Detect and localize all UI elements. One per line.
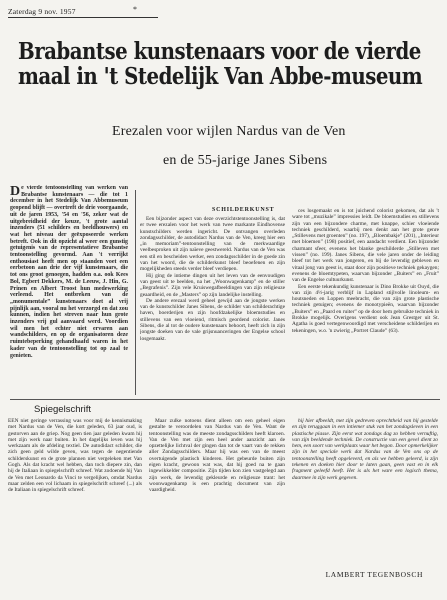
bottom-column-1 [8,418,142,570]
lead-column [10,185,128,395]
paragraph: hij hier afbeeldt, met zijn gedreven oprechtheid van hij gestelde en zijn teruggaan in een intiemer stuk van het zondagsleven in een plastische piasse. Zijn eerst wat zondags dag zo hebben vernuftig, van zijn beeldende techniek. De constructie van een gevel dient zo hem, een soort van werkplaats waar het begon. Door opmerkelijker zijn in het speciale werk dat Nardus van de Ven ons op de tentoonstelling heeft opgeleverd, en als we hebben geleerd, is zijn tekenen en doeken hier door te laten gaan, geen vast en in elk fragment geleefd heeft. Het is als het ware een logisch thema, daarmee in zijn werk gegeven. [292,418,438,481]
paragraph: Maar zulke notoens dient alleen om een geheel eigen gestalte te veroordelen van Nardus van de Ven. Want de tentoonstelling was de meeste zondagsschilders heeft klaroen. Van de Ven met zijn een heel ander aanzicht aan de opzettelijke lichtval der gingen dan tot de vaart van de rekken aller Zondagsschilders. Maar hij was een van de meest overtuigende plastisch kinderen. Het gebeurde buiten zijn eigen kracht, gewoon wat was, dat hij goed na te gaan ingewikkelder compositie. Zijn tijden kon zien vastgelegd aan zijn werk, de levendig gekleurde en religieuze trant: het woonwagenkamp is een prachtig document van zijn vaardigheid. [149,418,285,494]
date-rule [8,17,158,18]
drop-cap: D [10,185,21,199]
column-divider [135,190,136,395]
headline-line-2: maal in 't Stedelijk Van Abbe-museum [18,63,423,90]
author-signature: LAMBERT TEGENBOSCH [325,570,423,579]
article-column-3 [292,208,439,394]
paragraph: Hij ging de intieme dingen uit het leven van de eenvoudigen van geest uit te beelden, na het „Woonwagenkamp” en de stiller „Begrafenis”. Zijn vele Kruiswegafbeeldingen van zijn religieuze geaardheid, en de „Masters” op zijn landelijke instelling. [140,272,285,298]
paragraph: ces losgemaakt en is tot juichend colorist gekomen, dat als 't ware tot „muzikale” impressies leidt. De bloemstudies en stillevens zijn van een bijzondere charme, met knappe, schier vloeiende techniek geschilderd, waarbij men denkt aan het grote genre „Stillevens met groenten” (no. 197), „Bloembakje” (201), „Interieur met bloemen” (198) positief, een aandacht verdient. Een bijzonder charmant sfeer, evenens het blanke geschilderde „Stilleven met vissen” (no. 199). Janes Sibens, die vele jaren onder de leiding bleef tot het werk van jongeren, en bij de levendig gebleven en vitaal jong van geest is, staat door zijn positieve techniek gekaygen; evenens de bloemtypeten, waarvan bijzonder „Buiters” en „Fruit” van de Engelse cultuurkunst. [292,208,439,284]
asterisk-mark: * [133,5,137,14]
article-column-2 [140,216,285,394]
paragraph: De andere erezaal werd geheel gewijd aan de jongste werken van de kunstschilder Janes Sibens, de schilder van schilderachtige haven, boerderijen en zijn hoofdzakelijke bloemstudies en stillevens van een vloeiend, ritmisch geordend colorist. Janes Sibens, die al tot de oudere kunstenaars behoort, heeft zich in zijn jongste doeken van de vale grijsnuanceringen der Engelse school losgemaakt. [140,297,285,342]
bottom-column-3 [292,418,438,568]
paragraph: Een eerste tekenkundig kunstenaar is Dino Brokke uit Ouyd, die van zijn 4½-jarig verblijf in Lapland stijlvolle linoleum- en houtsneden en Loppen meebracht, die van zijn grote plastische techniek getuigen; evenens de monotypieën, waarvan bijzonder „Buiters” en „Paard en ruiter” op de door hem gebruikte techniek in Brokke mogelijk. Overigens verdient ook Jean Grestger uit St. Agatha is goed vertegenwoordigd met verscheidene schilderijen en tekeningen, w.o. 'n zwierig „Portret Claude” (63). [292,283,439,334]
section-divider [10,399,440,400]
section-label: SCHILDERKUNST [212,207,275,213]
bottom-column-2 [149,418,285,570]
headline-line-1: Brabantse kunstenaars voor de vierde [18,38,421,65]
subhead-line-1: Erezalen voor wijlen Nardus van de Ven [112,124,346,139]
issue-date: Zaterdag 9 nov. 1957 [8,7,76,16]
subhead-line-2: en de 55-jarige Janes Sibens [163,153,328,168]
column-title: Spiegelschrift [34,404,92,415]
headline [18,38,423,90]
lead-text: e vierde tentoonstelling van werken van Brabantse kunstenaars — die tot 1 december in het Stedelijk Van Abbemuseum geopend blijft — overtreft de drie voorgaande, uit de jaren 1953, '54 en '56, zeker wat de uitgebreidheid der keuze, 't grote aantal inzenders (51 schilders en beeldhouwers) en wat het niveau der geëxposeerde werken betreft. Ook in dit opzicht al weer een gunstig getuigenis van de representatieve Brabantse tentoonstelling gevormd. Aan 't verrijkt enthousiast heeft men op staanden voet een eerbetoon aan drie der vijf kunstenaars, die tot ons groot genoegen, hadden o.a. ook Kees Bol, Egbert Dekkers, M. de Leeuw, J. Hin, G. Prinen en Albert Troost hun medewerking verleend. Het ontbreken van de „monumentale” kunstenaars doet al vrij pijnlijk aan, vooral nu het verzorgd en dat zou kunnen, indien het streven naar hun grote inzenders vrij gul aanvaard werd. Voordien wil men het echter niet ervaren aan wandschilders, en op de organisatoren deze ruimtebeperking gehandhaafd waren in het kader van de tentoonstelling tot op zaal te genieten. [10,185,128,359]
paragraph: Een bijzonder aspect van deze overzichtstentoonstelling is, dat er twee erezalen voor het werk van twee markante Eindhovense kunstschilders werden ingericht. De ontvangen overleden zondagsschilder, de autodidact Nardus van de Ven, kreeg hier een „in memoriam”-tentoonstelling van de merkwaardige veelbesproken uit zijn naïeve geestwereld. Nardus van de Ven was een stil en bescheiden werker, een zondagsschilder in de goede zin van het woord, die de schilderkunst bleef beoefenen en zijn mogelijkheden steeds verder bleef verdiepen. [140,216,285,273]
paragraph: EEN niet geringe verrassing was voor mij de kennismaking met Nardus van de Ven, die kort geleden, 63 jaar oud, is gestorven aan de griep. Nog geen tien jaar geleden kwam hij met zijn werk naar buiten. In het dagelijks leven was hij werkzaam als de afdeling textiel. De autodidact schilder, die zich geen geld wilde geven, was tegen de negentiende schilderskunst en de grote plannen niet vergeleken met Van Gogh. Als dat kracht wel hebben, dan toch diepere zin, dan hij de Italiaan in spiegelschrift schreef. Wat zodoende hij Van de Ven met Leonardo da Vinci te vergelijken, omdat Nardus maar zelden een vol lichaam in spiegelschrift schreef (...) als de Italiaan in spiegelschrift schreef. [8,418,142,494]
